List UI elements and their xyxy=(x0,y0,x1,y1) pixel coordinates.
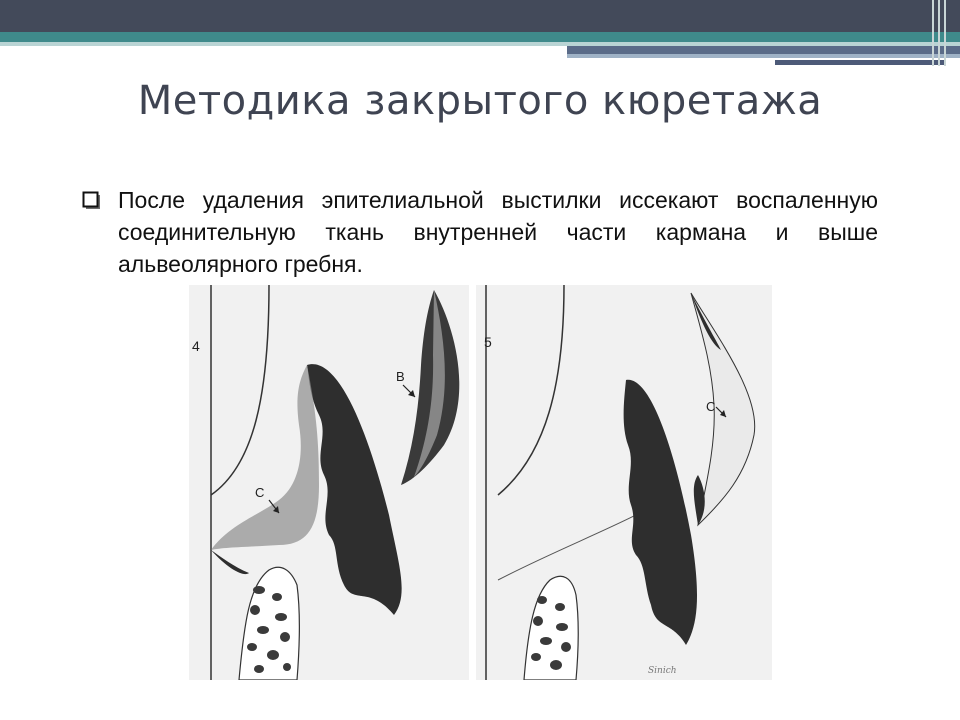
figure-5-label-c: C xyxy=(706,399,716,414)
figure-4-illustration xyxy=(189,285,469,680)
figure-4-number: 4 xyxy=(192,338,200,354)
square-checkbox-bullet-icon xyxy=(82,191,102,216)
figure-4-label-c: C xyxy=(255,485,265,500)
header-bar xyxy=(0,0,960,70)
figure-5-illustration xyxy=(476,285,772,680)
figure-4-label-b: B xyxy=(396,369,405,384)
figure-5-number: 5 xyxy=(484,334,492,350)
bullet-item xyxy=(82,184,878,280)
slide-title: Методика закрытого кюретажа xyxy=(137,78,823,124)
header-decoration xyxy=(0,0,960,70)
figure-5-signature: Sinich xyxy=(648,666,677,676)
bullet-text: После удаления эпителиальной выстилки иссекают воспаленную соединительную ткань внутренней части кармана и выше альвеолярного гребня. xyxy=(118,187,878,277)
